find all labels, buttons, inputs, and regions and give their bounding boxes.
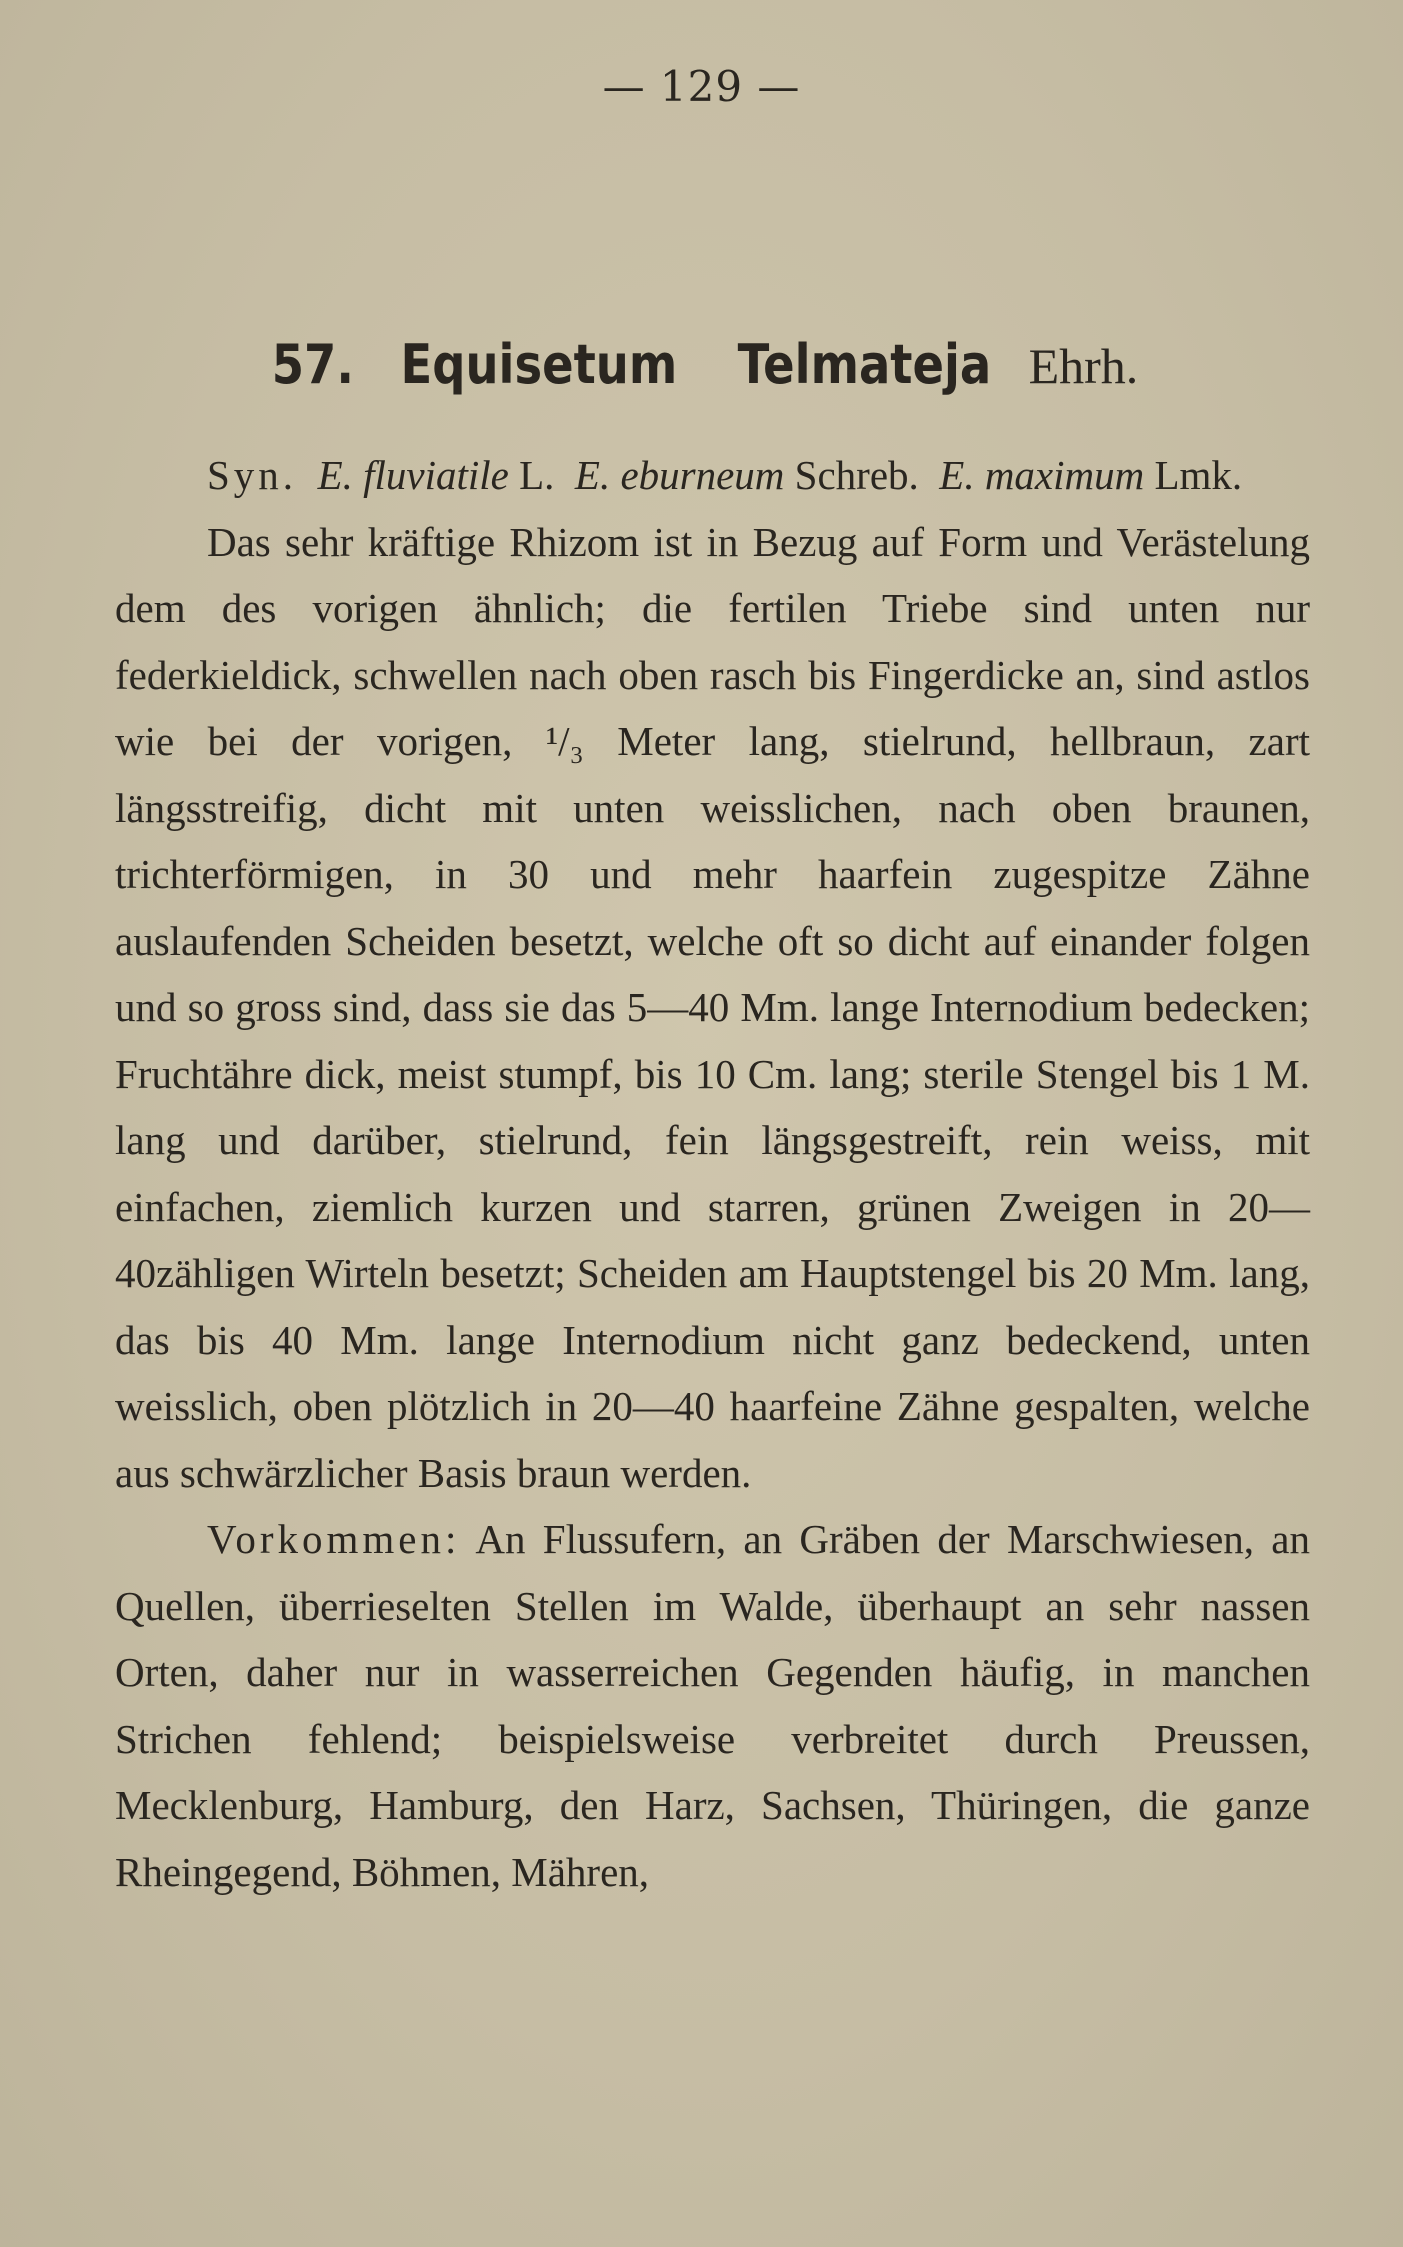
synonym-name: E. eburneum [574, 452, 785, 498]
synonym-author: L. [519, 452, 555, 498]
species-epithet: Telmateja [737, 333, 991, 396]
synonym-author: Lmk. [1154, 452, 1243, 498]
occurrence-paragraph [115, 1506, 1310, 1905]
occurrence-text: An Flussufern, an Gräben der Marschwiesen, an Quellen, überrieselten Stellen im Walde, überhaupt an sehr nassen Orten, daher nur in wasserreichen Gegenden häufig, in manchen Strichen fehlend; beispielsweise verbreitet durch Preussen, Mecklenburg, Hamburg, den Harz, Sachsen, Thüringen, die ganze Rheingegend, Böhmen, Mähren, [115, 1516, 1310, 1895]
species-author: Ehrh. [1028, 338, 1139, 394]
species-genus: Equisetum [400, 333, 677, 396]
page-number: — 129 — [602, 62, 801, 111]
synonyms-paragraph [115, 442, 1310, 509]
synonym-author: Schreb. [794, 452, 919, 498]
synonyms-prefix: Syn. [207, 452, 298, 498]
body-text [115, 442, 1310, 1905]
synonym-name: E. fluviatile [317, 452, 509, 498]
occurrence-label: Vorkommen: [207, 1516, 461, 1562]
description-paragraph: Das sehr kräftige Rhizom ist in Bezug auf Form und Verästelung dem des vorigen ähnlich; die fertilen Triebe sind unten nur federkieldick, schwellen nach oben rasch bis Fingerdicke an, sind astlos wie bei der vorigen, ¹/₃ Meter lang, stielrund, hellbraun, zart längsstreifig, dicht mit unten weisslichen, nach oben braunen, trichterförmigen, in 30 und mehr haarfein zugespitze Zähne auslaufenden Scheiden besetzt, welche oft so dicht auf einander folgen und so gross sind, dass sie das 5—40 Mm. lange Internodium bedecken; Fruchtähre dick, meist stumpf, bis 10 Cm. lang; sterile Stengel bis 1 M. lang und darüber, stielrund, fein längsgestreift, rein weiss, mit einfachen, ziemlich kurzen und starren, grünen Zweigen in 20—40zähligen Wirteln besetzt; Scheiden am Hauptstengel bis 20 Mm. lang, das bis 40 Mm. lange Internodium nicht ganz bedeckend, unten weisslich, oben plötzlich in 20—40 haarfeine Zähne gespalten, welche aus schwärzlicher Basis braun werden. [115, 518, 1310, 1496]
species-number: 57. [271, 333, 354, 396]
species-heading [0, 330, 1403, 401]
synonym-name: E. maximum [939, 452, 1145, 498]
